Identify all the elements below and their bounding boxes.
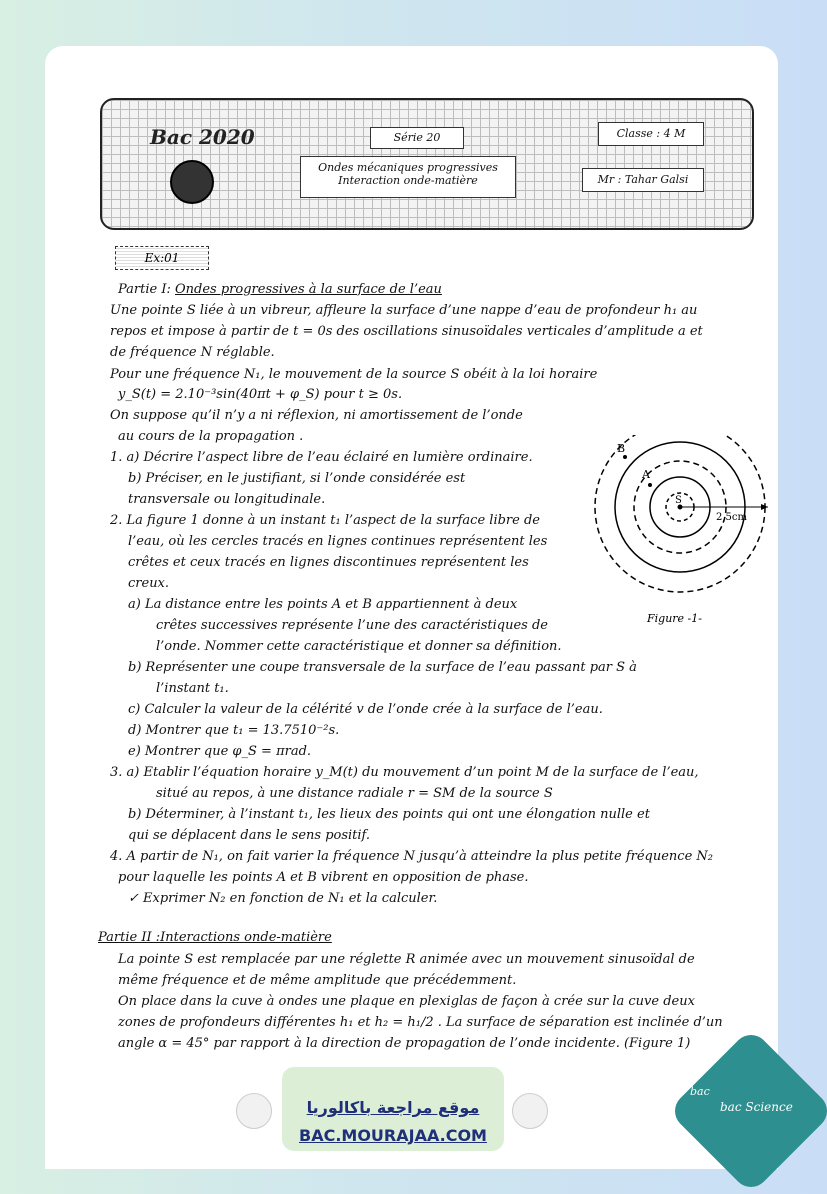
text-line: On place dans la cuve à ondes une plaque en plexiglas de façon à crée sur la cuve deux bbox=[118, 994, 695, 1009]
text-line: b) Préciser, en le justifiant, si l’onde considérée est bbox=[128, 471, 466, 486]
book-icon bbox=[236, 1093, 272, 1129]
text-line: zones de profondeurs différentes h₁ et h₂ = h₁/2 . La surface de séparation est inclinée d’un bbox=[118, 1015, 723, 1030]
text-line: creux. bbox=[128, 576, 170, 591]
partie2-heading: Partie II :Interactions onde-matière bbox=[98, 930, 332, 945]
text-line: crêtes successives représente l’une des caractéristiques de bbox=[156, 618, 548, 633]
scale-label: 2,5cm bbox=[716, 512, 747, 523]
text-line: y_S(t) = 2.10⁻³sin(40πt + φ_S) pour t ≥ 0s. bbox=[118, 387, 403, 402]
text-line: l’eau, où les cercles tracés en lignes continues représentent les bbox=[128, 534, 548, 549]
point-a bbox=[648, 483, 652, 487]
partie1-title: Partie I: bbox=[118, 282, 171, 297]
text-line: b) Représenter une coupe transversale de la surface de l’eau passant par S à bbox=[128, 660, 637, 675]
text-line: de fréquence N réglable. bbox=[110, 345, 275, 360]
school-logo-icon bbox=[170, 160, 214, 204]
badge-small-text: bac bbox=[690, 1085, 710, 1098]
text-line: Pour une fréquence N₁, le mouvement de la source S obéit à la loi horaire bbox=[110, 367, 598, 382]
text-line: au cours de la propagation . bbox=[118, 429, 304, 444]
text-line: d) Montrer que t₁ = 13.7510⁻²s. bbox=[128, 723, 340, 738]
badge-text: bac Science bbox=[720, 1100, 793, 1114]
text-line: repos et impose à partir de t = 0s des oscillations sinusoïdales verticales d’amplitude a et bbox=[110, 324, 703, 339]
classe-box: Classe : 4 M bbox=[598, 122, 704, 146]
text-line: transversale ou longitudinale. bbox=[128, 492, 326, 507]
concentric-waves-figure bbox=[590, 435, 770, 605]
site-link[interactable]: BAC.MOURAJAA.COM bbox=[299, 1126, 487, 1145]
serie-box: Série 20 bbox=[370, 127, 464, 149]
text-line: Une pointe S liée à un vibreur, affleure la surface d’une nappe d’eau de profondeur h₁ au bbox=[110, 303, 698, 318]
label-b: B bbox=[617, 442, 626, 455]
label-s: S bbox=[675, 495, 682, 506]
text-line: e) Montrer que φ_S = πrad. bbox=[128, 744, 312, 759]
topic-line-2: Interaction onde-matière bbox=[338, 174, 478, 187]
text-line: 3. a) Etablir l’équation horaire y_M(t) du mouvement d’un point M de la surface de l’eau, bbox=[110, 765, 699, 780]
text-line: La pointe S est remplacée par une réglette R animée avec un mouvement sinusoïdal de bbox=[118, 952, 695, 967]
text-line: même fréquence et de même amplitude que précédemment. bbox=[118, 973, 517, 988]
text-line: On suppose qu’il n’y a ni réflexion, ni amortissement de l’onde bbox=[110, 408, 523, 423]
text-line: 1. a) Décrire l’aspect libre de l’eau éclairé en lumière ordinaire. bbox=[110, 450, 533, 465]
text-line: l’instant t₁. bbox=[156, 681, 229, 696]
partie1-heading bbox=[118, 282, 442, 297]
text-line: a) La distance entre les points A et B appartiennent à deux bbox=[128, 597, 518, 612]
text-line: pour laquelle les points A et B vibrent en opposition de phase. bbox=[118, 870, 529, 885]
text-line: angle α = 45° par rapport à la direction de propagation de l’onde incidente. (Figure 1) bbox=[118, 1036, 691, 1051]
text-line: ✓ Exprimer N₂ en fonction de N₁ et la calculer. bbox=[128, 891, 438, 906]
topic-box bbox=[300, 156, 516, 198]
exercise-label: Ex:01 bbox=[115, 246, 209, 270]
topic-line-1: Ondes mécaniques progressives bbox=[318, 161, 498, 174]
text-line: crêtes et ceux tracés en lignes discontinues représentent les bbox=[128, 555, 529, 570]
teacher-box: Mr : Tahar Galsi bbox=[582, 168, 704, 192]
text-line: 2. La figure 1 donne à un instant t₁ l’aspect de la surface libre de bbox=[110, 513, 540, 528]
text-line: c) Calculer la valeur de la célérité v de l’onde crée à la surface de l’eau. bbox=[128, 702, 603, 717]
text-line: 4. A partir de N₁, on fait varier la fréquence N jusqu’à atteindre la plus petite fréquence N₂ bbox=[110, 849, 714, 864]
text-line: qui se déplacent dans le sens positif. bbox=[128, 828, 371, 843]
text-line: l’onde. Nommer cette caractéristique et donner sa définition. bbox=[156, 639, 562, 654]
bac-title: Bac 2020 bbox=[150, 125, 255, 149]
text-line: situé au repos, à une distance radiale r = SM de la source S bbox=[156, 786, 553, 801]
point-b bbox=[623, 455, 627, 459]
text-line: b) Déterminer, à l’instant t₁, les lieux des points qui ont une élongation nulle et bbox=[128, 807, 650, 822]
partie1-subtitle: Ondes progressives à la surface de l’eau bbox=[175, 282, 442, 297]
figure-caption: Figure -1- bbox=[647, 612, 702, 625]
arabic-site-name[interactable]: موقع مراجعة باكالوريا bbox=[306, 1098, 480, 1117]
label-a: A bbox=[642, 468, 650, 481]
book-icon bbox=[512, 1093, 548, 1129]
